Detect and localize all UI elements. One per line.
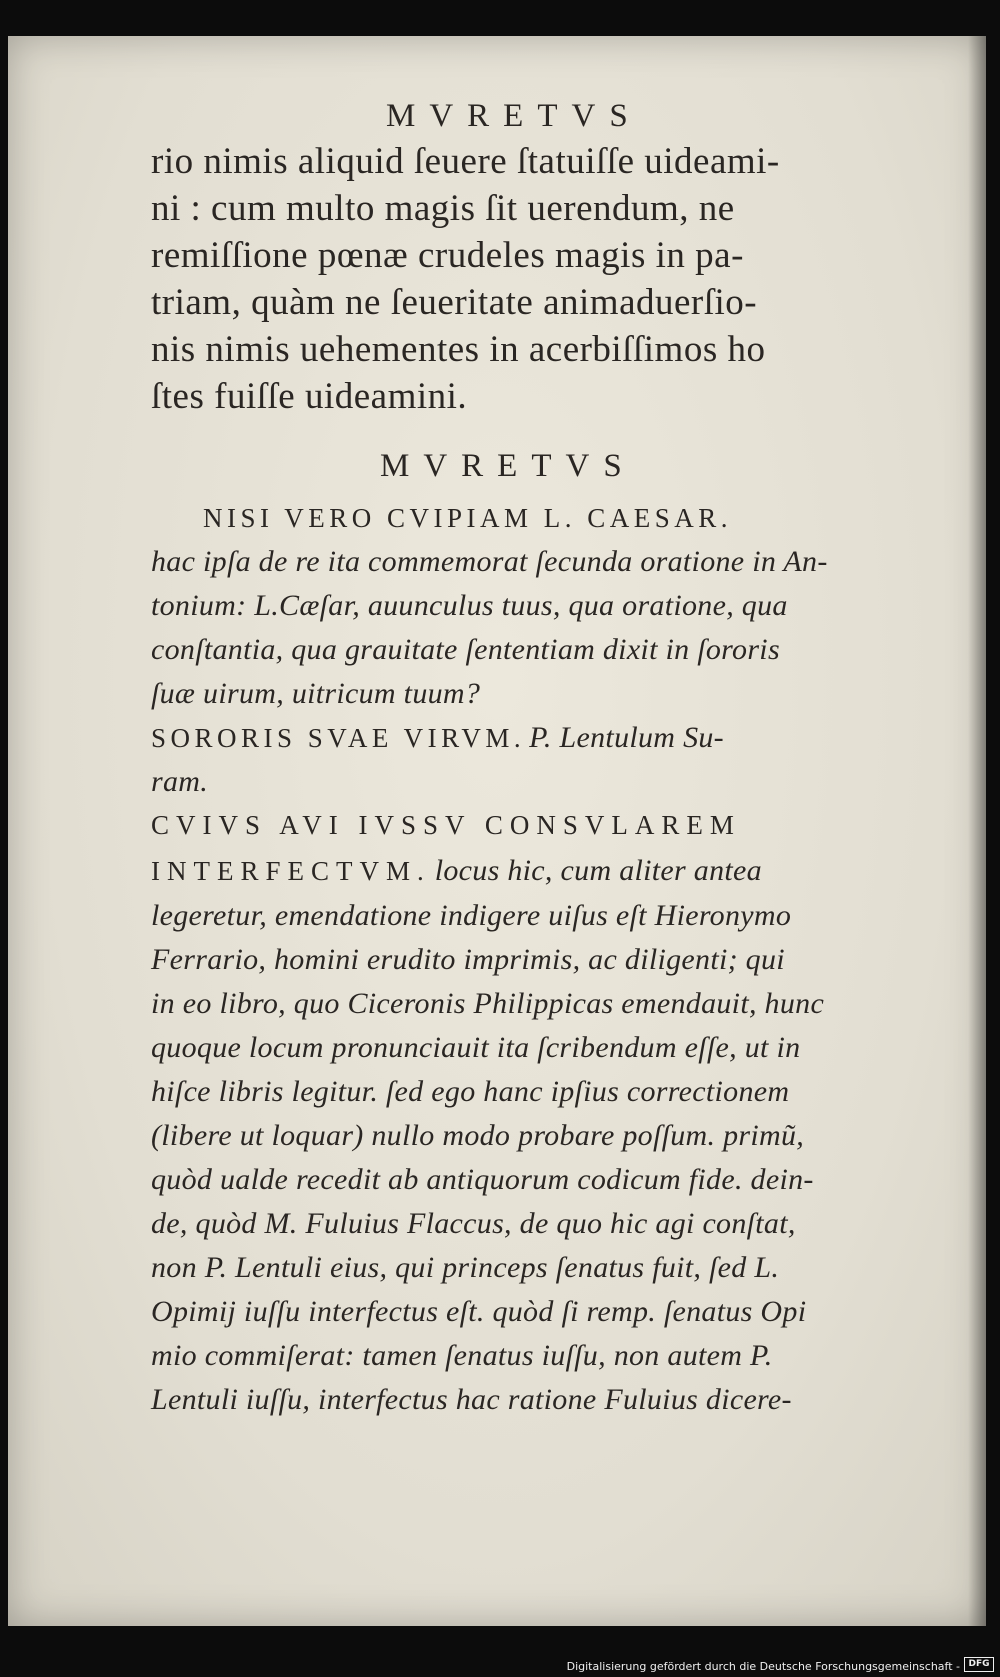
lemma-3-text-9: non P. Lentuli eius, qui princeps ſenatus fuit, ſed L. <box>151 1251 780 1284</box>
lemma-2-line-1 <box>151 721 724 755</box>
lemma-3-text-7: quòd ualde recedit ab antiquorum codicum fide. dein- <box>151 1163 814 1196</box>
page-fold-shadow <box>968 36 986 1626</box>
text-line-5: nis nimis uehementes in acerbiſſimos ho <box>151 329 766 370</box>
text-line-6: ſtes fuiſſe uideamini. <box>151 376 468 417</box>
lemma-3-rest: locus hic, cum aliter antea <box>434 854 762 887</box>
commentary-heading: MVRETVS <box>380 448 636 484</box>
text-line-2: ni : cum multo magis ſit uerendum, ne <box>151 188 735 229</box>
text-line-1: rio nimis aliquid ſeuere ſtatuiſſe uideami- <box>151 141 780 182</box>
lemma-2-line-2: ram. <box>151 765 209 798</box>
lemma-3-text-1: legeretur, emendatione indigere uiſus eſt Hieronymo <box>151 899 792 932</box>
funding-note: Digitalisierung gefördert durch die Deutsche Forschungsgemeinschaft - <box>566 1660 960 1673</box>
footer-bar <box>0 1651 1000 1677</box>
dfg-logo: DFG <box>964 1657 994 1672</box>
lemma-3-text-2: Ferrario, homini erudito imprimis, ac diligenti; qui <box>151 943 785 976</box>
lemma-3-text-5: hiſce libris legitur. ſed ego hanc ipſius correctionem <box>151 1075 790 1108</box>
lemma-3-line-2 <box>151 854 762 888</box>
lemma-3-text-3: in eo libro, quo Ciceronis Philippicas emendauit, hunc <box>151 987 825 1020</box>
lemma-3-text-10: Opimij iuſſu interfectus eſt. quòd ſi remp. ſenatus Opi <box>151 1295 807 1328</box>
book-page <box>8 36 986 1626</box>
lemma-1-line-4: ſuæ uirum, uitricum tuum? <box>151 677 481 710</box>
lemma-3-text-4: quoque locum pronunciauit ita ſcribendum eſſe, ut in <box>151 1031 801 1064</box>
lemma-3-text-8: de, quòd M. Fuluius Flaccus, de quo hic agi conſtat, <box>151 1207 796 1240</box>
lemma-1-line-1: hac ipſa de re ita commemorat ſecunda oratione in An- <box>151 545 828 578</box>
lemma-3-text-6: (libere ut loquar) nullo modo probare poſſum. primũ, <box>151 1119 805 1152</box>
lemma-3-caps-line-2: INTERFECTVM. <box>151 856 431 886</box>
lemma-3-text-11: mio commiſerat: tamen ſenatus iuſſu, non autem P. <box>151 1339 773 1372</box>
lemma-3-caps-line-1: CVIVS AVI IVSSV CONSVLAREM <box>151 810 741 840</box>
lemma-2-rest: P. Lentulum Su- <box>529 721 724 754</box>
lemma-3-text-12: Lentuli iuſſu, interfectus hac ratione Fuluius dicere- <box>151 1383 792 1416</box>
text-line-3: remiſſione pœnæ crudeles magis in pa- <box>151 235 744 276</box>
lemma-2-caps: SORORIS SVAE VIRVM. <box>151 723 526 753</box>
text-line-4: triam, quàm ne ſeueritate animaduerſio- <box>151 282 758 323</box>
lemma-1-line-3: conſtantia, qua grauitate ſententiam dixit in ſororis <box>151 633 780 666</box>
running-head: MVRETVS <box>386 98 642 134</box>
lemma-1-caps: NISI VERO CVIPIAM L. CAESAR. <box>203 503 733 533</box>
lemma-1-line-2: tonium: L.Cæſar, auunculus tuus, qua oratione, qua <box>151 589 788 622</box>
